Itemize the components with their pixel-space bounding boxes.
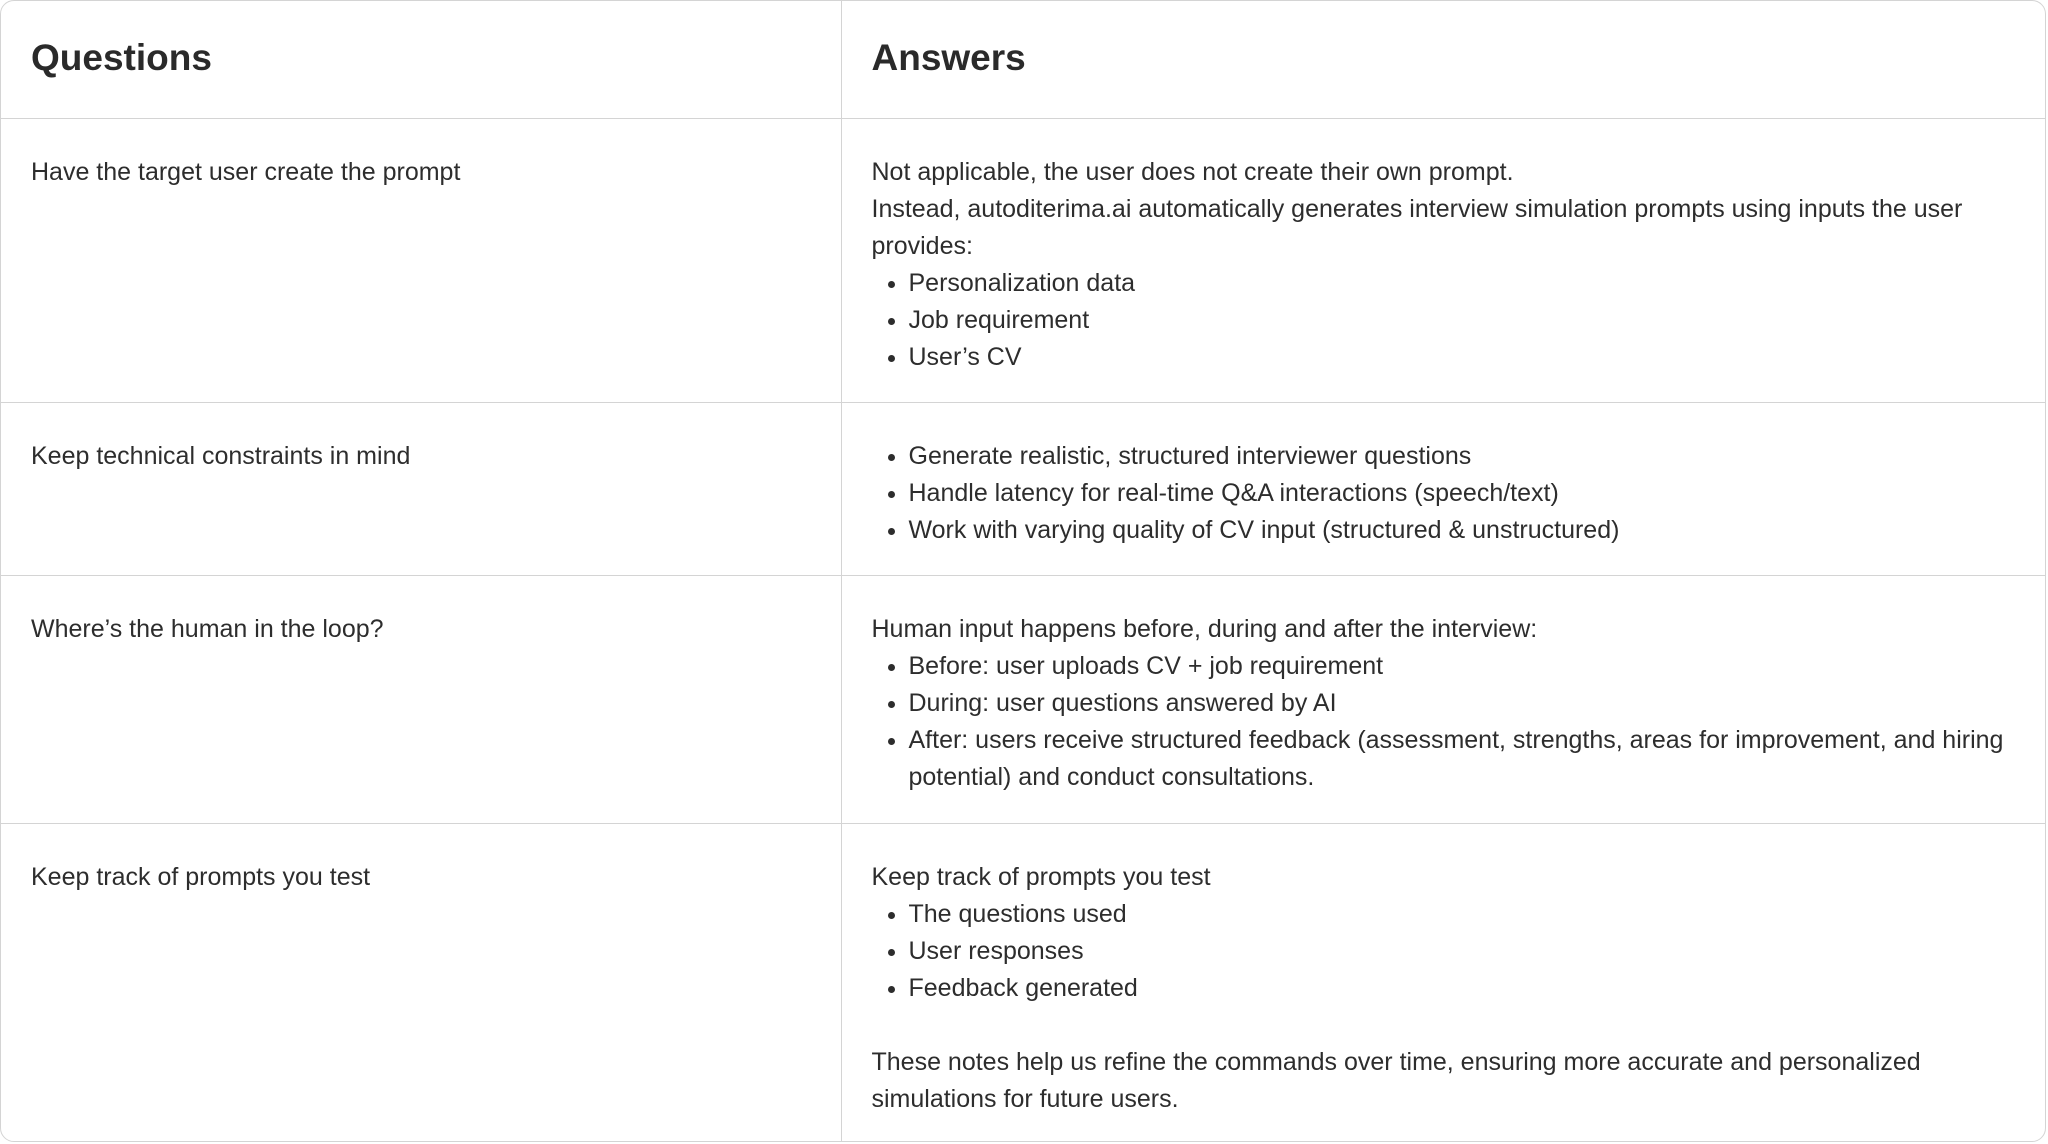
- answer-intro-line: Keep track of prompts you test: [871, 862, 1211, 891]
- answer-bullet: • Generate realistic, structured interviewer questions: [909, 438, 2016, 475]
- answer-bullet-list: [872, 896, 2016, 1007]
- answers-header: Answers: [841, 1, 2045, 118]
- answer-bullet-list: [872, 648, 2016, 796]
- answer-bullet: • Work with varying quality of CV input (structured & unstructured): [909, 512, 2016, 549]
- table-row: [1, 118, 2045, 402]
- question-cell: Where’s the human in the loop?: [1, 575, 841, 823]
- answer-bullet: • During: user questions answered by AI: [909, 685, 2016, 722]
- qa-table: [1, 1, 2045, 1142]
- answer-bullet: • User’s CV: [909, 339, 2016, 376]
- table-header-row: [1, 1, 2045, 118]
- question-cell: Have the target user create the prompt: [1, 118, 841, 402]
- questions-header: Questions: [1, 1, 841, 118]
- answer-intro-line: Instead, autoditerima.ai automatically generates interview simulation prompts using inputs the user provides:: [871, 194, 1963, 260]
- answer-bullet: • Before: user uploads CV + job requirement: [909, 648, 2016, 685]
- table-row: [1, 402, 2045, 575]
- answer-bullet: • User responses: [909, 933, 2016, 970]
- table-row: [1, 575, 2045, 823]
- answer-intro-line: Human input happens before, during and after the interview:: [871, 614, 1538, 643]
- answer-cell: [841, 575, 2045, 823]
- answer-bullet: • Job requirement: [909, 302, 2016, 339]
- answer-cell: [841, 118, 2045, 402]
- answer-cell: [841, 823, 2045, 1142]
- answer-bullet: • After: users receive structured feedback (assessment, strengths, areas for improvement, and hiring potential) and conduct consultations.: [909, 722, 2016, 796]
- table-row: [1, 823, 2045, 1142]
- answer-intro-line: Not applicable, the user does not create their own prompt.: [871, 157, 1514, 186]
- question-cell: Keep track of prompts you test: [31, 862, 371, 891]
- question-cell: Keep technical constraints in mind: [1, 402, 841, 575]
- answer-bullet: • Personalization data: [909, 265, 2016, 302]
- answer-bullet: • Feedback generated: [909, 970, 2016, 1007]
- answer-bullet-list: [872, 265, 2016, 376]
- answer-outro-text: These notes help us refine the commands over time, ensuring more accurate and personalized simulations for future users.: [871, 1047, 1921, 1113]
- answer-bullet: • The questions used: [909, 896, 2016, 933]
- answer-cell: [841, 402, 2045, 575]
- answer-bullet-list: [872, 438, 2016, 549]
- answer-bullet: • Handle latency for real-time Q&A interactions (speech/text): [909, 475, 2016, 512]
